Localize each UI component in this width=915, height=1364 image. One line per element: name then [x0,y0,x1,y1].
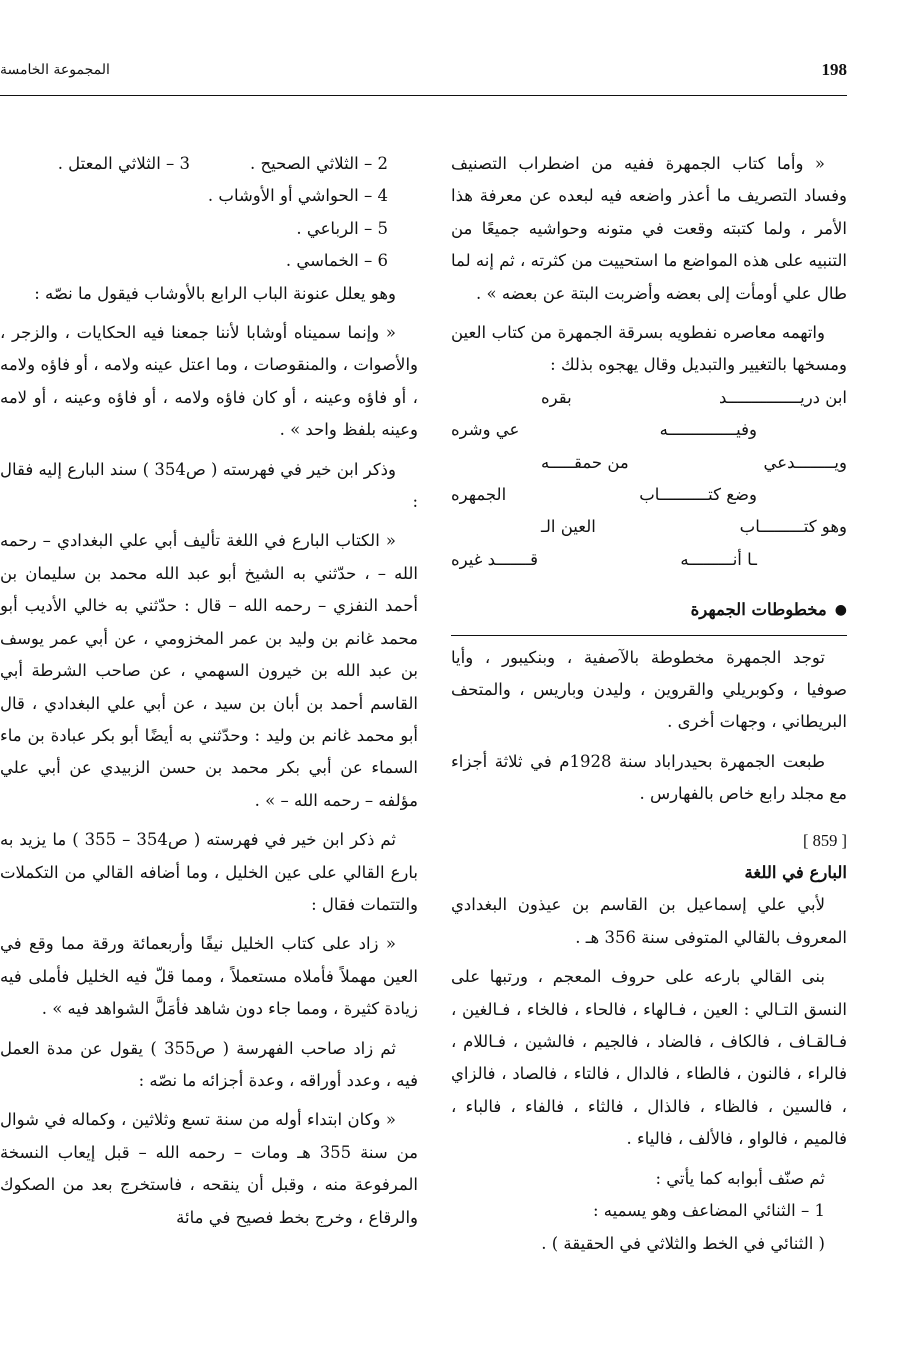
list-item: 6 – الخماسي . [285,251,388,271]
poem-hemistich-first: وضع كتــــــــــاب [639,485,757,505]
poem-line [451,447,847,479]
paragraph: ثم صنّف أبوابه كما يأتي : [655,1168,825,1188]
quote-paragraph: « زاد على كتاب الخليل نيفًا وأربعمائة ورقة مما وقع في العين مهملاً فأملاه مستعملاً ، ومما قلّ فيه الخليل فأملى فيه زيادة كثيرة ، ومما جاء دون شاهد فأمَلَّ الشواهد فيه » . [0,934,418,1019]
paragraph: ثم زاد صاحب الفهرسة ( ص355 ) يقول عن مدة العمل فيه ، وعدد أوراقه ، وعدة أجزائه ما نصّه : [0,1038,418,1090]
poem-line [451,479,847,511]
entry-number: [ 859 ] [803,830,847,850]
poem-line [451,382,847,414]
poem-hemistich-first: ابن دريـــــــــــــــد [718,387,847,407]
paragraph: لأبي علي إسماعيل بن القاسم بن عيذون البغدادي المعروف بالقالي المتوفى سنة 356 هـ . [451,895,847,947]
entry-title: البارع في اللغة [744,863,847,883]
quote-paragraph: « وأما كتاب الجمهرة ففيه من اضطراب التصنيف وفساد التصريف ما أعذر واضعه فيه لبعده عن معرفة هذا الأمر ، ولما كتبته وقعت في متونه وحواشيه جميعًا من التنبيه على هذه المواضع ما استحييت من كثرته ، ثم إنه لما طال علي أومأت إلى بعضه وأضربت البتة عن بعضه » . [451,154,847,303]
left-column [0,148,418,1241]
paragraph: طبعت الجمهرة بحيدراباد سنة 1928م في ثلاثة أجزاء مع مجلد رابع خاص بالفهارس . [451,751,847,804]
right-column [451,148,847,1260]
poem-hemistich-second: قـــــــد غيره [451,549,538,569]
bullet-icon: ● [834,602,847,619]
poem-hemistich-first: وفيــــــــــــــه [659,420,757,440]
poem-hemistich-second: بقره [541,387,572,407]
poem-line [451,414,847,446]
poem-line [451,511,847,543]
list-item: 2 – الثلاثي الصحيح . [250,154,388,173]
collection-title: المجموعة الخامسة [0,62,110,78]
paragraph: واتهمه معاصره نفطويه بسرقة الجمهرة من كتاب العين ومسخها بالتغيير والتبديل وقال يهجوه بذلك : [451,323,847,375]
poem-hemistich-first: وهو كتـــــــــاب [739,517,847,537]
list-item: ( الثنائي في الخط والثلاثي في الحقيقة ) . [541,1233,825,1253]
paragraph: توجد الجمهرة مخطوطة بالآصفية ، وبنكيبور ، وأيا صوفيا ، وكوبريلي والقروين ، وليدن وباريس ، والمتحف البريطاني ، وجهات أخرى . [451,647,847,732]
list-item: 3 – الثلاثي المعتل . [57,154,191,173]
quote-paragraph: « الكتاب البارع في اللغة تأليف أبي علي البغدادي – رحمه الله – ، حدّثني به الشيخ أبو عبد الله محمد بن سليمان بن أحمد النفزي – رحمه الله – قال : حدّثني به خالي الأديب أبو محمد غانم بن وليد بن عمر المخزومي ، عن أبي عمر يوسف بن عبد الله بن خيرون السهمي ، عن صاحب الشرطة أبي القاسم أحمد بن أبان بن سيد ، عن أبي علي البغدادي ، قال أبو محمد غانم بن وليد : وحدّثني به أيضًا أبو بكر عبادة بن ماء السماء عن أبي بكر محمد بن حسن الزبيدي عن أبي علي مؤلفه – رحمه الله – » . [0,531,418,810]
page-number: 198 [821,60,847,79]
running-head [0,60,915,88]
poem-line [451,544,847,576]
section-heading-manuscripts [451,594,847,635]
poem-hemistich-first: ـا أنـــــــــه [680,549,757,569]
list-item: 5 – الرباعي . [296,218,388,238]
quote-paragraph: « وكان ابتداء أوله من سنة تسع وثلاثين ، وكماله في شوال من سنة 355 هـ ومات – رحمه الله – قبل إيعاب النسخة المرفوعة منه ، وقبل أن ينقحه ، فاستخرج بعد من الصكوك والرقاع ، وخرج بخط فصيح في مائة [0,1110,418,1227]
quote-paragraph: « وإنما سميناه أوشابا لأننا جمعنا فيه الحكايات ، والزجر ، والأصوات ، والمنقوصات ، وما اعتل عينه ولامه ، أو فاؤه ولامه ، أو فاؤه وعينه ، أو كان فاؤه ولامه ، أو فاؤه وعينه ، أو لامه وعينه بلفظ واحد » . [0,323,418,440]
list-row [0,148,418,180]
list-item: 1 – الثنائي المضاعف وهو يسميه : [592,1201,825,1221]
poem-hemistich-second: الجمهره [451,485,507,505]
poem [451,382,847,576]
poem-hemistich-second: من حمقـــــه [541,452,629,472]
paragraph: وهو يعلل عنونة الباب الرابع بالأوشاب فيقول ما نصّه : [34,283,396,303]
list-item: 4 – الحواشي أو الأوشاب . [207,186,388,206]
poem-hemistich-second: العين الـ [541,517,596,537]
section-heading-text: مخطوطات الجمهرة [690,600,827,620]
header-rule [0,95,847,96]
paragraph: وذكر ابن خير في فهرسته ( ص354 ) سند البارع إليه فقال : [0,459,418,512]
paragraph: بنى القالي بارعه على حروف المعجم ، ورتبها على النسق التـالي : العين ، فـالهاء ، فالحاء ، فالخاء ، فـالغين ، فـالقـاف ، فالكاف ، فالضاد ، فالجيم ، فالشين ، فـاللام ، فالراء ، فالنون ، فالطاء ، فالدال ، فالتاء ، فالصاد ، فالزاي ، فالسين ، فالظاء ، فالذال ، فالثاء ، فالفاء ، فالباء ، فالميم ، فالواو ، فالألف ، فالياء . [451,967,847,1149]
paragraph: ثم ذكر ابن خير في فهرسته ( ص354 – 355 ) ما يزيد به بارع القالي على عين الخليل ، وما أضافه القالي من التكملات والتتمات فقال : [0,830,418,914]
poem-hemistich-first: ويــــــــدعي [763,452,847,472]
poem-hemistich-second: عي وشره [451,420,520,440]
